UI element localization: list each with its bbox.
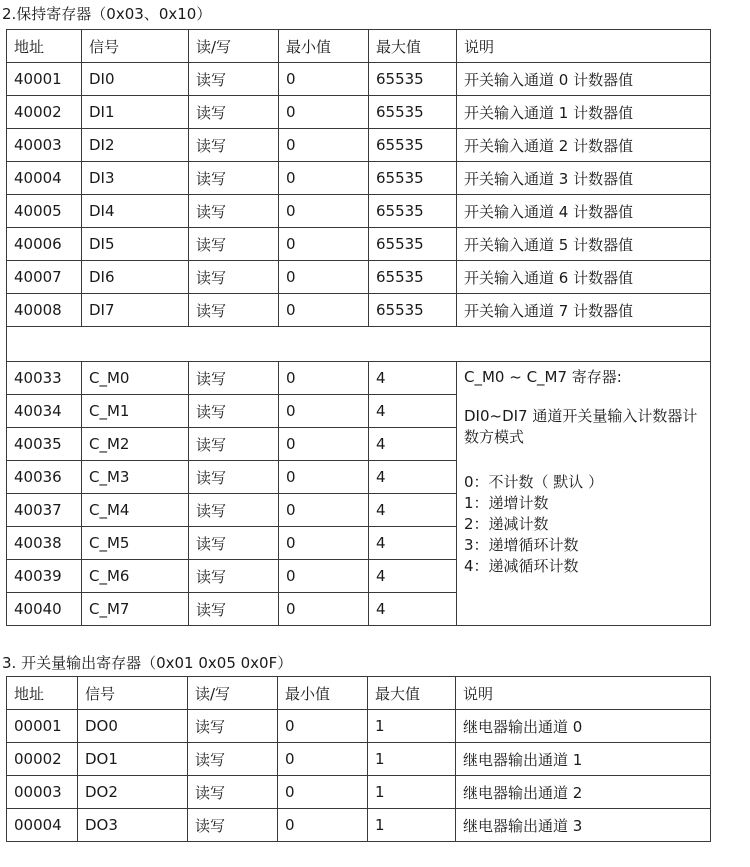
cell-min: 0	[279, 294, 369, 327]
cell-max: 1	[368, 743, 456, 776]
cell-min: 0	[279, 593, 369, 626]
cell-address: 40003	[7, 129, 82, 162]
cell-address: 00003	[7, 776, 78, 809]
cell-min: 0	[279, 162, 369, 195]
table-row	[7, 96, 711, 129]
table-row	[7, 261, 711, 294]
cell-min: 0	[279, 195, 369, 228]
cell-access: 读写	[189, 428, 279, 461]
cell-signal: C_M1	[82, 395, 189, 428]
cell-address: 40007	[7, 261, 82, 294]
cell-signal: C_M3	[82, 461, 189, 494]
table-row	[7, 362, 711, 395]
cell-access: 读写	[189, 395, 279, 428]
cell-address: 40033	[7, 362, 82, 395]
table-row	[7, 162, 711, 195]
cell-access: 读写	[188, 743, 278, 776]
cell-signal: C_M6	[82, 560, 189, 593]
spacer-cell	[7, 327, 711, 362]
cell-signal: DI2	[82, 129, 189, 162]
cell-signal: C_M5	[82, 527, 189, 560]
cell-signal: DI1	[82, 96, 189, 129]
cell-signal: C_M2	[82, 428, 189, 461]
cell-description: 开关输入通道 0 计数器值	[457, 63, 711, 96]
cell-description: 开关输入通道 1 计数器值	[457, 96, 711, 129]
cell-max: 4	[369, 494, 457, 527]
mode-description-cell	[457, 362, 711, 626]
cell-description: 开关输入通道 6 计数器值	[457, 261, 711, 294]
header-description: 说明	[457, 30, 711, 63]
cell-min: 0	[279, 362, 369, 395]
section-title-coil-output-registers: 3. 开关量输出寄存器（0x01 0x05 0x0F）	[2, 654, 293, 672]
cell-signal: DO0	[78, 710, 188, 743]
mode-desc-body: DI0~DI7 通道开关量输入计数器计数方模式	[464, 407, 698, 446]
cell-max: 1	[368, 710, 456, 743]
mode-option: 2：递减计数	[464, 515, 549, 533]
cell-access: 读写	[189, 362, 279, 395]
cell-signal: DI5	[82, 228, 189, 261]
table-row	[7, 294, 711, 327]
cell-address: 40040	[7, 593, 82, 626]
cell-max: 4	[369, 560, 457, 593]
cell-signal: DO2	[78, 776, 188, 809]
table-row	[7, 195, 711, 228]
cell-address: 40039	[7, 560, 82, 593]
cell-max: 65535	[369, 195, 457, 228]
cell-max: 1	[368, 776, 456, 809]
cell-access: 读写	[189, 461, 279, 494]
cell-signal: C_M0	[82, 362, 189, 395]
cell-access: 读写	[189, 129, 279, 162]
cell-access: 读写	[189, 228, 279, 261]
cell-access: 读写	[189, 162, 279, 195]
table-row	[7, 129, 711, 162]
cell-min: 0	[279, 494, 369, 527]
header-min: 最小值	[279, 30, 369, 63]
cell-address: 40037	[7, 494, 82, 527]
cell-address: 40006	[7, 228, 82, 261]
table-spacer-row	[7, 327, 711, 362]
cell-min: 0	[279, 96, 369, 129]
section-title-holding-registers: 2.保持寄存器（0x03、0x10）	[2, 5, 212, 23]
holding-register-table	[6, 29, 711, 626]
mode-desc-heading: C_M0 ~ C_M7 寄存器:	[464, 368, 622, 386]
cell-min: 0	[279, 461, 369, 494]
cell-description: 开关输入通道 5 计数器值	[457, 228, 711, 261]
cell-max: 4	[369, 593, 457, 626]
cell-address: 40038	[7, 527, 82, 560]
header-max: 最大值	[368, 677, 456, 710]
header-min: 最小值	[278, 677, 368, 710]
cell-min: 0	[278, 809, 368, 842]
cell-signal: DI4	[82, 195, 189, 228]
cell-min: 0	[279, 261, 369, 294]
cell-description: 继电器输出通道 3	[456, 809, 711, 842]
header-signal: 信号	[82, 30, 189, 63]
cell-max: 4	[369, 395, 457, 428]
cell-access: 读写	[189, 560, 279, 593]
mode-option: 3：递增循环计数	[464, 536, 579, 554]
mode-option: 0：不计数（ 默认 ）	[464, 473, 604, 491]
cell-max: 65535	[369, 228, 457, 261]
cell-description: 开关输入通道 2 计数器值	[457, 129, 711, 162]
cell-access: 读写	[189, 593, 279, 626]
cell-max: 65535	[369, 96, 457, 129]
table-row	[7, 743, 711, 776]
table-row	[7, 228, 711, 261]
table-header-row	[7, 30, 711, 63]
cell-signal: DI0	[82, 63, 189, 96]
cell-access: 读写	[188, 776, 278, 809]
cell-signal: DI3	[82, 162, 189, 195]
cell-description: 继电器输出通道 0	[456, 710, 711, 743]
table-row	[7, 776, 711, 809]
cell-min: 0	[279, 395, 369, 428]
cell-address: 40002	[7, 96, 82, 129]
cell-description: 开关输入通道 4 计数器值	[457, 195, 711, 228]
header-access: 读/写	[189, 30, 279, 63]
cell-max: 1	[368, 809, 456, 842]
header-description: 说明	[456, 677, 711, 710]
header-max: 最大值	[369, 30, 457, 63]
cell-max: 65535	[369, 129, 457, 162]
cell-min: 0	[279, 129, 369, 162]
cell-min: 0	[279, 63, 369, 96]
mode-option: 1：递增计数	[464, 494, 549, 512]
cell-address: 00004	[7, 809, 78, 842]
cell-signal: C_M7	[82, 593, 189, 626]
cell-signal: DI6	[82, 261, 189, 294]
cell-access: 读写	[188, 710, 278, 743]
cell-description: 继电器输出通道 1	[456, 743, 711, 776]
cell-address: 40004	[7, 162, 82, 195]
cell-max: 4	[369, 461, 457, 494]
cell-access: 读写	[189, 261, 279, 294]
header-address: 地址	[7, 30, 82, 63]
table-header-row	[7, 677, 711, 710]
cell-address: 40036	[7, 461, 82, 494]
cell-description: 开关输入通道 7 计数器值	[457, 294, 711, 327]
cell-signal: DO1	[78, 743, 188, 776]
cell-min: 0	[279, 428, 369, 461]
mode-option: 4：递减循环计数	[464, 557, 579, 575]
table-row	[7, 63, 711, 96]
table-row	[7, 809, 711, 842]
cell-address: 40001	[7, 63, 82, 96]
cell-signal: DI7	[82, 294, 189, 327]
cell-max: 4	[369, 428, 457, 461]
cell-address: 40008	[7, 294, 82, 327]
cell-max: 4	[369, 362, 457, 395]
cell-address: 40005	[7, 195, 82, 228]
cell-min: 0	[279, 527, 369, 560]
cell-address: 00001	[7, 710, 78, 743]
cell-min: 0	[278, 776, 368, 809]
cell-max: 65535	[369, 63, 457, 96]
cell-min: 0	[279, 560, 369, 593]
cell-address: 40034	[7, 395, 82, 428]
cell-access: 读写	[188, 809, 278, 842]
cell-access: 读写	[189, 527, 279, 560]
cell-access: 读写	[189, 494, 279, 527]
cell-max: 65535	[369, 261, 457, 294]
cell-signal: C_M4	[82, 494, 189, 527]
cell-access: 读写	[189, 96, 279, 129]
cell-max: 4	[369, 527, 457, 560]
cell-min: 0	[278, 710, 368, 743]
cell-description: 开关输入通道 3 计数器值	[457, 162, 711, 195]
cell-address: 40035	[7, 428, 82, 461]
cell-signal: DO3	[78, 809, 188, 842]
coil-output-register-table	[6, 676, 711, 842]
cell-access: 读写	[189, 63, 279, 96]
cell-access: 读写	[189, 195, 279, 228]
header-access: 读/写	[188, 677, 278, 710]
cell-max: 65535	[369, 294, 457, 327]
cell-max: 65535	[369, 162, 457, 195]
header-address: 地址	[7, 677, 78, 710]
cell-description: 继电器输出通道 2	[456, 776, 711, 809]
cell-access: 读写	[189, 294, 279, 327]
cell-min: 0	[279, 228, 369, 261]
table-row	[7, 710, 711, 743]
cell-min: 0	[278, 743, 368, 776]
cell-address: 00002	[7, 743, 78, 776]
header-signal: 信号	[78, 677, 188, 710]
